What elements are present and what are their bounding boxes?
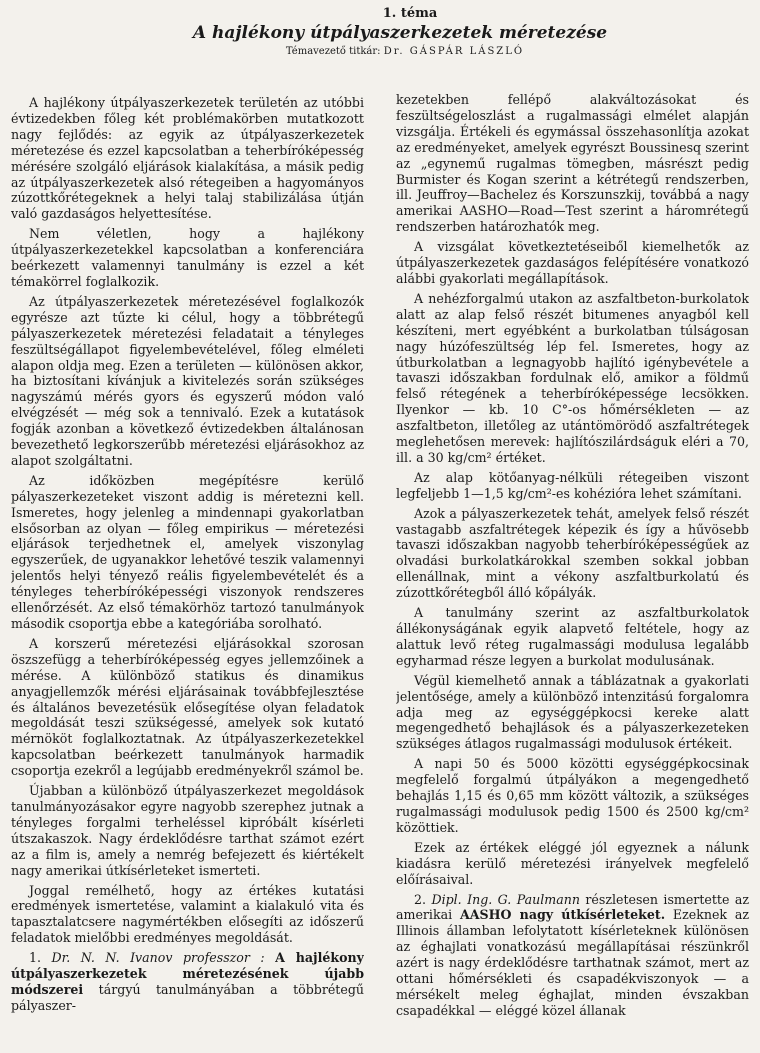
author-name: Dipl. Ing. G. Paulmann — [431, 891, 580, 907]
paragraph: A nehézforgalmú utakon az aszfaltbeton-burkolatok alatt az alap felső részét bitumenes anyagból kell készíteni, mert egyébként a burkolatban túlságosan nagy húzófeszültség lép fel. Ismeretes, hogy az útburkolatban a legnagyobb hajlító igénybevétele a tavaszi időszakban fordulnak elő, amikor a földmű felső rétegének a teherbíróképessége lecsökken. Ilyenkor — kb. 10 C°-os hőmérsékleten — az aszfaltbeton, illetőleg az utántömörödő aszfaltrétegek meglehetősen merevek: hajlítószilárdságuk eléri a 70, ill. a 30 kg/cm² értéket. — [396, 290, 749, 465]
paragraph: A napi 50 és 5000 közötti egységgépkocsinak megfelelő forgalmú útpályákon a megengedhető behajlás 1,15 és 0,65 mm között változik, a szükséges rugalmassági modulusok pedig 1500 és 2500 kg/cm² közöttiek. — [396, 756, 749, 835]
paragraph: A vizsgálat következtetéseiből kiemelhetők az útpályaszerkezetek gazdaságos felépítésére vonatkozó alábbi gyakorlati megállapítások. — [396, 239, 749, 286]
work-title: A hajlékony útpályaszerkezetek méretezésének újabb módszerei — [11, 950, 364, 997]
paragraph-text: Ezeknek az Illinois államban lefolytatott kísérleteknek különösen az éghajlati vonatkozású megállapításai részünkről azért is nagy érdeklődésre tarthatnak számot, mert az ottani hőmérsékleti és csapadékviszonyok — a mérsékelt meleg éghajlat, minden évszakban csapadékkal — eléggé közel állanak — [396, 907, 749, 1018]
paragraph: Joggal remélhető, hogy az értékes kutatási eredmények ismertetése, valamint a kialakuló vita és tapasztalatcsere nagymértékben elősegíti az időszerű feladatok mielőbbi eredményes megoldását. — [11, 882, 364, 946]
paragraph-paulmann — [396, 892, 749, 1019]
right-column — [396, 92, 749, 1047]
paragraph-text: részletesen ismertette az amerikai — [396, 891, 749, 923]
bold-phrase: AASHO nagy útkísérleteket. — [459, 907, 666, 923]
paragraph: Nem véletlen, hogy a hajlékony útpályaszerkezetekkel kapcsolatban a konferenciára beérkezett valamennyi tanulmány is ezzel a két témakörrel foglalkozik. — [11, 226, 364, 289]
paragraph: Végül kiemelhető annak a táblázatnak a gyakorlati jelentősége, amely a különböző intenzitású forgalomra adja meg az egységgépkocsi kereke alatt megengedhető behajlások és a pályaszerkezeteken szükséges átlagos rugalmassági modulusok értékeit. — [396, 672, 749, 752]
paragraph: Az időközben megépítésre kerülő pályaszerkezeteket viszont addig is méretezni kell. Ismeretes, hogy jelenleg a mindennapi gyakorlatban elsősorban az olyan — főleg empirikus — méretezési eljárások terjedhetnek el, amelyek viszonylag egyszerűek, de ugyanakkor lehetővé teszik valamennyi jelentős helyi tényező reális figyelembevételét és a tényleges teherbíróképességi viszonyok rendszeres ellenőrzését. Az első témakörhöz tartozó tanulmányok második csoportja ebbe a kategóriába sorolható. — [11, 472, 364, 631]
paragraph: Újabban a különböző útpályaszerkezet megoldások tanulmányozásakor egyre nagyobb szerephez jutnak a tényleges forgalmi terheléssel kipróbált kísérleti útszakaszok. Nagy érdeklődésre tarthat számot ezért az a film is, amely a nemrég befejezett és kiértékelt nagy amerikai útkísérleteket ismerteti. — [11, 783, 364, 878]
paragraph: A hajlékony útpályaszerkezetek területén az utóbbi évtizedekben főleg két problémakörben mutatkozott nagy fejlődés: az egyik az útpályaszerkezetek méretezése és ezzel kapcsolatban a teherbíróképesség mérésére szolgáló eljárások kialakítása, a másik pedig az útpályaszerkezetek alsó rétegeiben a hagyományos zúzottkőrétegeknek a helyi talaj stabilizálása útján való gazdaságos helyettesítése. — [11, 95, 364, 222]
paragraph: A tanulmány szerint az aszfaltburkolatok állékonyságának egyik alapvető feltétele, hogy az alattuk levő réteg rugalmassági modulusa legalább egyharmad része legyen a burkolat modulusának. — [396, 605, 749, 668]
paragraph: Azok a pályaszerkezetek tehát, amelyek felső részét vastagabb aszfaltrétegek képezik és így a hűvösebb tavaszi időszakban nagyobb teherbíróképességűek az olvadási burkolatkárokkal szemben sokkal jobban ellenállnak, mint a vékony aszfaltburkolatú és zúzottkőrétegből álló kőpályák. — [396, 505, 749, 601]
paragraph: A korszerű méretezési eljárásokkal szorosan öszszefügg a teherbíróképesség egyes jellemzőinek a mérése. A különböző statikus és dinamikus anyagjellemzők mérési eljárásainak továbbfejlesztése és általános bevezetésük elősegítése olyan feladatok megoldását teszi szükségessé, amelyek sok kutató mérnököt foglalkoztatnak. Az útpályaszerkezetekkel kapcsolatban beérkezett tanulmányok harmadik csoportja ezekről a legújabb eredményekről számol be. — [11, 635, 364, 779]
paragraph: Ezek az értékek eléggé jól egyeznek a nálunk kiadásra kerülő méretezési irányelvek megfelelő előírásaival. — [396, 839, 749, 887]
paragraph: kezetekben fellépő alakváltozásokat és feszültségeloszlást a rugalmassági elmélet alapján vizsgálja. Értékeli és egymással összehasonlítja azokat az eredményeket, amelyek egyrészt Boussinesq szerint az „egynemű rugalmas tömegben, másrészt pedig Burmister és Kogan szerint a kétrétegű rendszerben, ill. Jeuffroy—Bachelez és Korszunszkij, továbbá a nagy amerikai AASHO—Road—Test szerint a háromrétegű rendszerben határozhatók meg. — [396, 92, 749, 235]
paragraph: Az alap kötőanyag-nélküli rétegeiben viszont legfeljebb 1—1,5 kg/cm²-es kohézióra lehet számítani. — [396, 469, 749, 501]
editor-line — [50, 44, 760, 60]
left-column — [11, 95, 364, 1050]
paragraph: Az útpályaszerkezetek méretezésével foglalkozók egyrésze azt tűzte ki célul, hogy a többrétegű pályaszerkezetek méretezési feladatait a tényleges feszültségállapot figyelembevételével, főleg elméleti alapon oldja meg. Ezen a területen — különösen akkor, ha biztosítani kívánjuk a kivitelezés során szükséges nagyszámú mérés gyors és egyszerű módon való elvégzését — még sok a tennivaló. Ezek a kutatások fogják azonban a következő évtizedekben általánosan bevezethető legkorszerűbb méretezési eljárásokhoz az alapot szolgáltatni. — [11, 293, 364, 468]
paragraph-text: tárgyú tanulmányában a többrétegű pályaszer- — [11, 981, 364, 1013]
item-number: 1. — [29, 950, 42, 966]
page-header — [0, 6, 760, 60]
author-name: Dr. N. N. Ivanov professzor : — [51, 950, 265, 966]
topic-number: 1. téma — [382, 6, 438, 21]
item-number: 2. — [414, 891, 427, 907]
article-title: A hajlékony útpályaszerkezetek méretezése — [192, 23, 608, 43]
editor-name: Dr. GÁSPÁR LÁSZLÓ — [383, 46, 525, 57]
paragraph-ivanov — [11, 950, 364, 1014]
editor-label: Témavezető titkár: — [285, 46, 381, 57]
